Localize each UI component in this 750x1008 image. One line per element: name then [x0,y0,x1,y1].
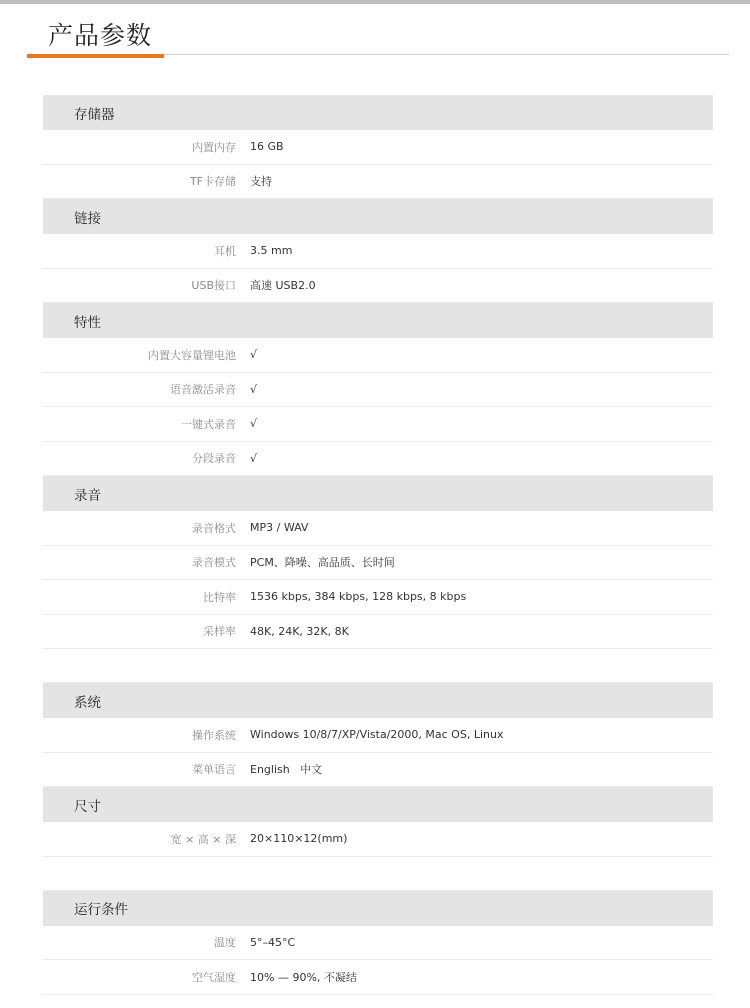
spec-row [43,338,713,373]
spec-row [43,960,713,995]
spec-value: 支持 [250,175,272,189]
spec-value: 48K, 24K, 32K, 8K [250,624,349,638]
section-header-operating-conditions: 运行条件 [43,891,713,926]
spec-label: 录音格式 [192,521,236,535]
spec-value: 20×110×12(mm) [250,832,348,846]
spec-value: 16 GB [250,140,284,154]
check-mark: √ [250,451,258,465]
section-header-connectivity: 链接 [43,199,713,234]
spec-label: 温度 [214,936,236,950]
spec-label: 内置内存 [192,140,236,154]
spec-value: English 中文 [250,763,323,777]
spec-row [43,511,713,546]
spec-row [43,234,713,269]
spec-value: 高速 USB2.0 [250,279,316,293]
spec-label: 宽 × 高 × 深 [170,832,236,846]
section-header-recording: 录音 [43,476,713,511]
check-mark: √ [250,417,258,431]
section-header-dimensions: 尺寸 [43,787,713,822]
spec-row [43,130,713,165]
spec-row [43,615,713,650]
spec-row [43,269,713,304]
spec-value: MP3 / WAV [250,521,309,535]
spec-row [43,822,713,857]
spec-row [43,407,713,442]
spec-row [43,373,713,408]
spec-label: 录音模式 [192,556,236,570]
spec-label: USB接口 [191,279,236,293]
spec-value: 5°–45°C [250,935,296,949]
spec-row [43,926,713,961]
spec-label: 耳机 [214,244,236,258]
spec-label: 分段录音 [192,452,236,466]
spec-label: 菜单语言 [192,763,236,777]
page-title: 产品参数 [48,21,153,50]
check-mark: √ [250,348,258,362]
spec-label: 操作系统 [192,728,236,742]
spec-label: 语音激活录音 [170,383,236,397]
spec-label: 采样率 [203,625,236,639]
spec-row [43,580,713,615]
spec-value: 10% — 90%, 不凝结 [250,970,357,984]
spec-table [43,95,713,995]
spec-value: Windows 10/8/7/XP/Vista/2000, Mac OS, Linux [250,728,504,742]
spec-label: 比特率 [203,590,236,604]
spacer-row [43,649,713,683]
section-header-features: 特性 [43,303,713,338]
spec-value: PCM、降噪、高品质、长时间 [250,556,395,570]
spec-row [43,718,713,753]
title-accent-bar [27,54,164,58]
spec-row [43,753,713,788]
section-header-storage: 存储器 [43,95,713,130]
spec-row [43,165,713,200]
spec-label: TF卡存储 [189,175,236,189]
spec-value: 1536 kbps, 384 kbps, 128 kbps, 8 kbps [250,590,467,604]
spec-value: 3.5 mm [250,244,293,258]
spec-label: 空气湿度 [192,970,236,984]
spacer-row [43,857,713,891]
spec-row [43,546,713,581]
spec-row [43,442,713,477]
spec-label: 内置大容量锂电池 [148,348,236,362]
spec-label: 一键式录音 [181,417,236,431]
check-mark: √ [250,382,258,396]
top-rule [0,0,750,4]
section-header-system: 系统 [43,683,713,718]
